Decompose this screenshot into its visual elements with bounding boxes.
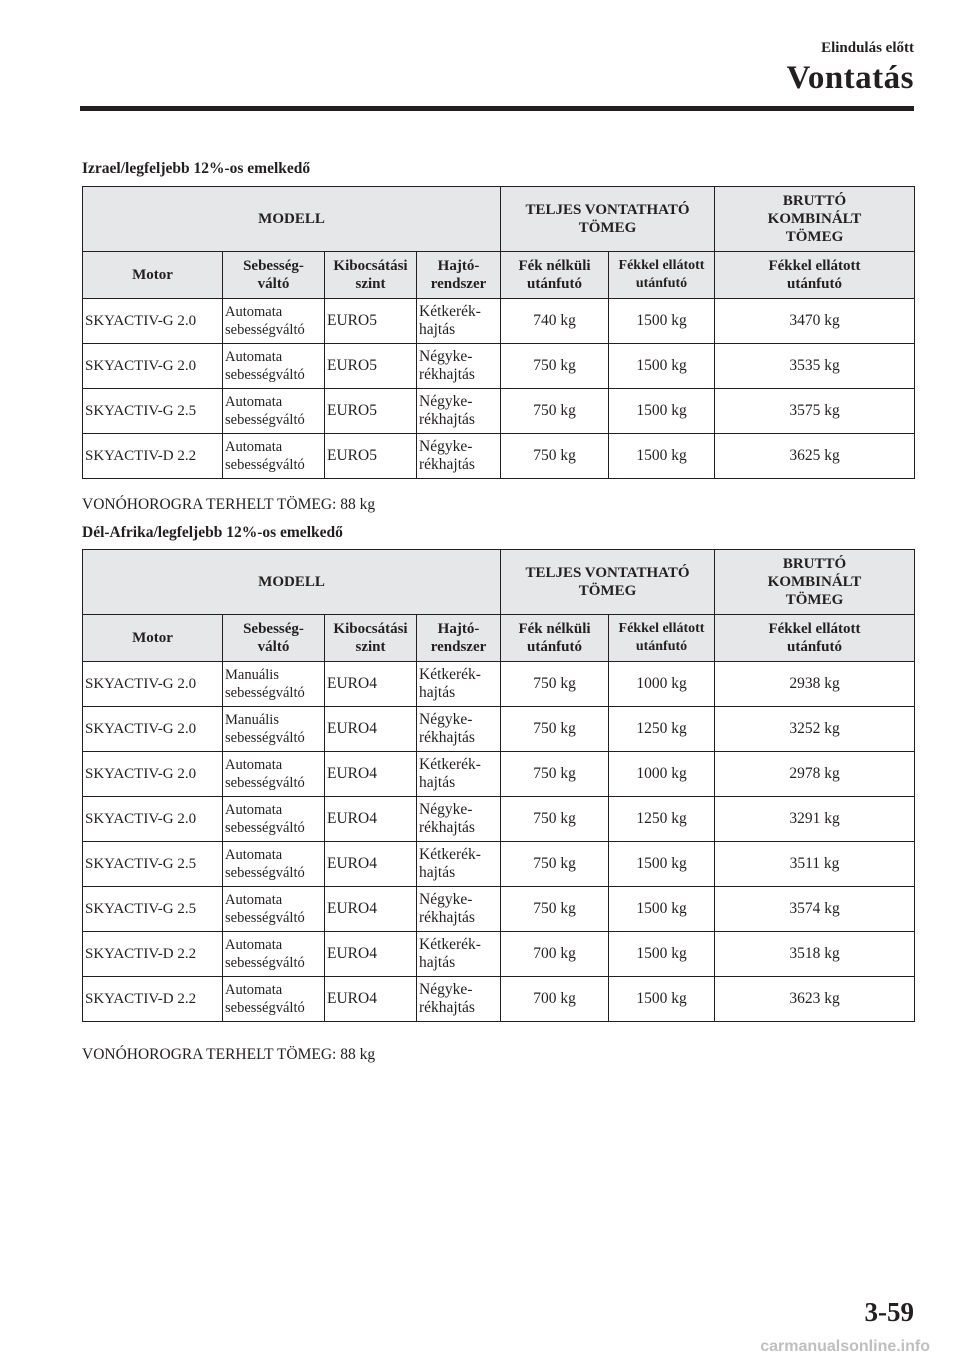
cell-transmission: Automata sebességváltó: [223, 887, 325, 932]
cell-transmission: Automata sebességváltó: [223, 299, 325, 344]
cell-drive: Négyke- rékhajtás: [417, 977, 501, 1022]
cell-unbraked: 750 kg: [501, 389, 609, 434]
cell-gross: 3623 kg: [715, 977, 915, 1022]
cell-unbraked: 700 kg: [501, 977, 609, 1022]
cell-emission: EURO4: [325, 887, 417, 932]
table-row: [83, 887, 915, 932]
cell-emission: EURO4: [325, 932, 417, 977]
cell-unbraked: 750 kg: [501, 707, 609, 752]
header-gross-combined: BRUTTÓ KOMBINÁLT TÖMEG: [715, 187, 915, 252]
cell-drive: Négyke- rékhajtás: [417, 434, 501, 479]
cell-braked: 1500 kg: [609, 842, 715, 887]
cell-motor: SKYACTIV-G 2.5: [83, 887, 223, 932]
cell-unbraked: 740 kg: [501, 299, 609, 344]
cell-unbraked: 750 kg: [501, 662, 609, 707]
header-emission: Kibocsátási szint: [325, 615, 417, 662]
table-row: [83, 344, 915, 389]
header-transmission: Sebesség- váltó: [223, 252, 325, 299]
header-unbraked: Fék nélküli utánfutó: [501, 252, 609, 299]
header-model: MODELL: [83, 187, 501, 252]
cell-motor: SKYACTIV-G 2.0: [83, 344, 223, 389]
cell-unbraked: 750 kg: [501, 842, 609, 887]
cell-transmission: Manuális sebességváltó: [223, 707, 325, 752]
table-row: [83, 662, 915, 707]
cell-braked: 1000 kg: [609, 752, 715, 797]
cell-motor: SKYACTIV-D 2.2: [83, 977, 223, 1022]
cell-drive: Négyke- rékhajtás: [417, 797, 501, 842]
cell-braked: 1500 kg: [609, 389, 715, 434]
cell-braked: 1250 kg: [609, 707, 715, 752]
cell-gross: 3470 kg: [715, 299, 915, 344]
cell-gross: 3252 kg: [715, 707, 915, 752]
cell-emission: EURO5: [325, 344, 417, 389]
table-row: [83, 977, 915, 1022]
cell-gross: 3574 kg: [715, 887, 915, 932]
table-row: [83, 299, 915, 344]
cell-gross: 3625 kg: [715, 434, 915, 479]
cell-unbraked: 750 kg: [501, 434, 609, 479]
header-model: MODELL: [83, 550, 501, 615]
cell-transmission: Automata sebességváltó: [223, 842, 325, 887]
cell-drive: Kétkerék- hajtás: [417, 842, 501, 887]
cell-gross: 3535 kg: [715, 344, 915, 389]
table-row: [83, 434, 915, 479]
cell-emission: EURO5: [325, 389, 417, 434]
cell-drive: Négyke- rékhajtás: [417, 707, 501, 752]
cell-unbraked: 700 kg: [501, 932, 609, 977]
cell-braked: 1500 kg: [609, 344, 715, 389]
cell-motor: SKYACTIV-G 2.0: [83, 707, 223, 752]
watermark: carmanualsonline.info: [760, 1338, 930, 1355]
cell-emission: EURO4: [325, 707, 417, 752]
cell-braked: 1500 kg: [609, 887, 715, 932]
cell-braked: 1500 kg: [609, 434, 715, 479]
cell-motor: SKYACTIV-D 2.2: [83, 434, 223, 479]
towing-table-south-africa: [82, 549, 915, 1022]
table-row: [83, 842, 915, 887]
header-drive: Hajtó- rendszer: [417, 615, 501, 662]
cell-gross: 3291 kg: [715, 797, 915, 842]
table-row: [83, 932, 915, 977]
cell-unbraked: 750 kg: [501, 797, 609, 842]
cell-drive: Négyke- rékhajtás: [417, 389, 501, 434]
header-braked: Fékkel ellátott utánfutó: [609, 615, 715, 662]
header-total-tow: TELJES VONTATHATÓ TÖMEG: [501, 550, 715, 615]
towing-table-israel: [82, 186, 915, 479]
cell-drive: Négyke- rékhajtás: [417, 887, 501, 932]
header-braked: Fékkel ellátott utánfutó: [609, 252, 715, 299]
cell-motor: SKYACTIV-D 2.2: [83, 932, 223, 977]
cell-transmission: Automata sebességváltó: [223, 752, 325, 797]
cell-motor: SKYACTIV-G 2.0: [83, 797, 223, 842]
header-total-tow: TELJES VONTATHATÓ TÖMEG: [501, 187, 715, 252]
cell-transmission: Automata sebességváltó: [223, 434, 325, 479]
cell-emission: EURO5: [325, 434, 417, 479]
cell-transmission: Automata sebességváltó: [223, 977, 325, 1022]
tongue-load-note-south-africa: VONÓHOROGRA TERHELT TÖMEG: 88 kg: [82, 1046, 376, 1063]
header-gross-combined: BRUTTÓ KOMBINÁLT TÖMEG: [715, 550, 915, 615]
cell-braked: 1500 kg: [609, 977, 715, 1022]
cell-emission: EURO4: [325, 752, 417, 797]
cell-transmission: Automata sebességváltó: [223, 344, 325, 389]
cell-motor: SKYACTIV-G 2.0: [83, 752, 223, 797]
cell-motor: SKYACTIV-G 2.0: [83, 662, 223, 707]
cell-transmission: Automata sebességváltó: [223, 389, 325, 434]
cell-unbraked: 750 kg: [501, 752, 609, 797]
cell-drive: Négyke- rékhajtás: [417, 344, 501, 389]
cell-unbraked: 750 kg: [501, 344, 609, 389]
cell-braked: 1250 kg: [609, 797, 715, 842]
table-title-israel: Izrael/legfeljebb 12%-os emelkedő: [82, 160, 311, 177]
header-motor: Motor: [83, 252, 223, 299]
header-unbraked: Fék nélküli utánfutó: [501, 615, 609, 662]
cell-transmission: Automata sebességváltó: [223, 932, 325, 977]
cell-drive: Kétkerék- hajtás: [417, 662, 501, 707]
cell-braked: 1000 kg: [609, 662, 715, 707]
cell-gross: 3511 kg: [715, 842, 915, 887]
cell-emission: EURO4: [325, 662, 417, 707]
table-row: [83, 797, 915, 842]
page-number: 3-59: [864, 1297, 914, 1327]
cell-gross: 3575 kg: [715, 389, 915, 434]
cell-emission: EURO4: [325, 842, 417, 887]
cell-gross: 2938 kg: [715, 662, 915, 707]
header-emission: Kibocsátási szint: [325, 252, 417, 299]
cell-drive: Kétkerék- hajtás: [417, 299, 501, 344]
table-row: [83, 752, 915, 797]
cell-gross: 2978 kg: [715, 752, 915, 797]
header-motor: Motor: [83, 615, 223, 662]
header-transmission: Sebesség- váltó: [223, 615, 325, 662]
header-rule: [80, 106, 914, 111]
section-header: Elindulás előtt: [821, 40, 914, 56]
cell-drive: Kétkerék- hajtás: [417, 752, 501, 797]
cell-emission: EURO5: [325, 299, 417, 344]
cell-braked: 1500 kg: [609, 932, 715, 977]
tongue-load-note-israel: VONÓHOROGRA TERHELT TÖMEG: 88 kg: [82, 496, 376, 513]
cell-emission: EURO4: [325, 977, 417, 1022]
cell-motor: SKYACTIV-G 2.0: [83, 299, 223, 344]
header-braked-gross: Fékkel ellátott utánfutó: [715, 615, 915, 662]
cell-braked: 1500 kg: [609, 299, 715, 344]
cell-motor: SKYACTIV-G 2.5: [83, 389, 223, 434]
page-title: Vontatás: [786, 60, 914, 96]
cell-motor: SKYACTIV-G 2.5: [83, 842, 223, 887]
table-row: [83, 707, 915, 752]
header-braked-gross: Fékkel ellátott utánfutó: [715, 252, 915, 299]
cell-gross: 3518 kg: [715, 932, 915, 977]
table-row: [83, 389, 915, 434]
cell-transmission: Manuális sebességváltó: [223, 662, 325, 707]
cell-transmission: Automata sebességváltó: [223, 797, 325, 842]
cell-drive: Kétkerék- hajtás: [417, 932, 501, 977]
header-drive: Hajtó- rendszer: [417, 252, 501, 299]
cell-unbraked: 750 kg: [501, 887, 609, 932]
cell-emission: EURO4: [325, 797, 417, 842]
table-title-south-africa: Dél-Afrika/legfeljebb 12%-os emelkedő: [82, 524, 343, 541]
